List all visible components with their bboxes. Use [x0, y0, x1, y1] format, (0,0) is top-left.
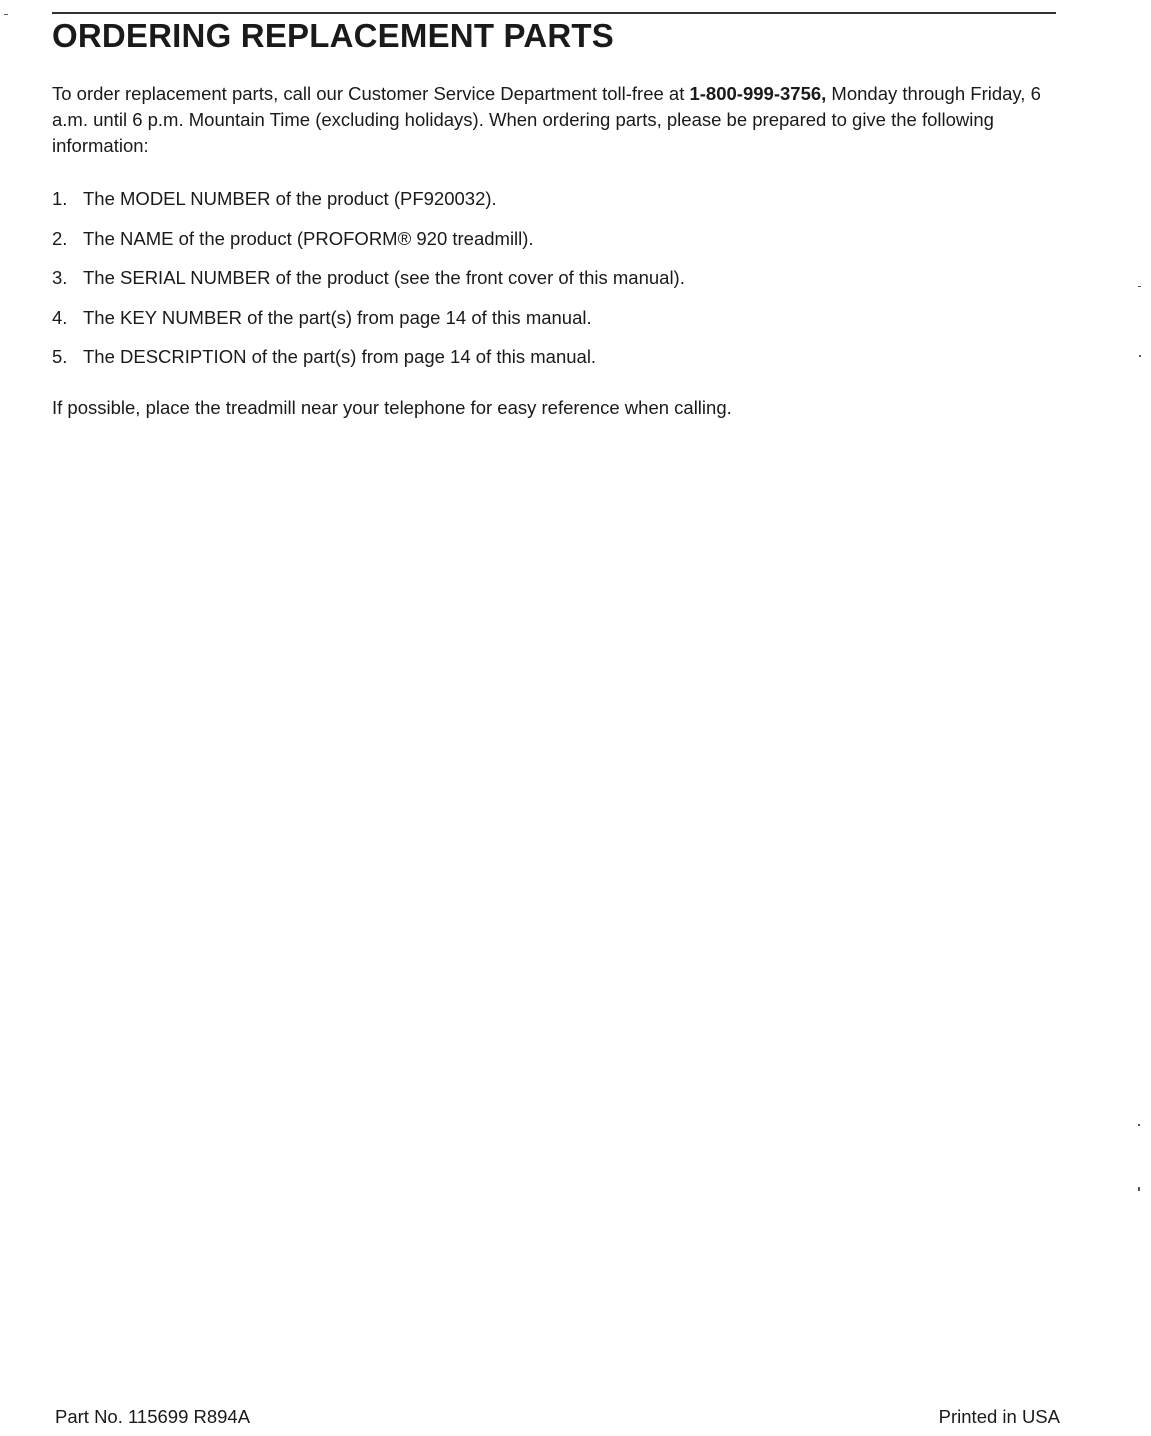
- list-item: [52, 226, 685, 266]
- intro-text-end: Monday through Friday, 6 a.m. until 6 p.m. Mountain Time (excluding holidays). When ordering parts, please be prepared to give the following information:: [52, 83, 1041, 156]
- list-item-number: 3.: [52, 267, 68, 288]
- list-item-number: 5.: [52, 346, 68, 367]
- list-item-text: The NAME of the product (PROFORM® 920 treadmill).: [83, 227, 534, 249]
- list-item-text: The SERIAL NUMBER of the product (see the front cover of this manual).: [83, 267, 685, 288]
- list-item: [52, 305, 685, 345]
- scan-speck: [1138, 1187, 1140, 1191]
- scan-speck: [1139, 355, 1141, 357]
- part-number: Part No. 115699 R894A: [55, 1406, 251, 1427]
- list-item-text: The DESCRIPTION of the part(s) from page 14 of this manual.: [83, 346, 597, 367]
- list-item-number: 2.: [52, 227, 68, 249]
- closing-note: If possible, place the treadmill near your telephone for easy reference when calling.: [52, 397, 732, 418]
- printed-in: Printed in USA: [938, 1406, 1060, 1427]
- list-item: [52, 344, 685, 384]
- list-item-text: The MODEL NUMBER of the product (PF920032).: [83, 188, 497, 209]
- list-item: [52, 265, 685, 305]
- list-item-number: 1.: [52, 188, 68, 209]
- list-item-number: 4.: [52, 306, 68, 328]
- info-list: [52, 186, 685, 384]
- list-item: [52, 186, 685, 226]
- list-item-text: The KEY NUMBER of the part(s) from page 14 of this manual.: [83, 306, 592, 328]
- top-rule: [52, 12, 1056, 14]
- scan-speck: [4, 14, 8, 15]
- intro-text-start: To order replacement parts, call our Customer Service Department toll-free at: [52, 83, 690, 104]
- scan-speck: [1138, 1124, 1140, 1126]
- phone-number: 1-800-999-3756,: [689, 83, 827, 104]
- intro-paragraph: [52, 81, 1052, 159]
- page-title: ORDERING REPLACEMENT PARTS: [52, 17, 614, 54]
- scan-speck: [1138, 286, 1141, 287]
